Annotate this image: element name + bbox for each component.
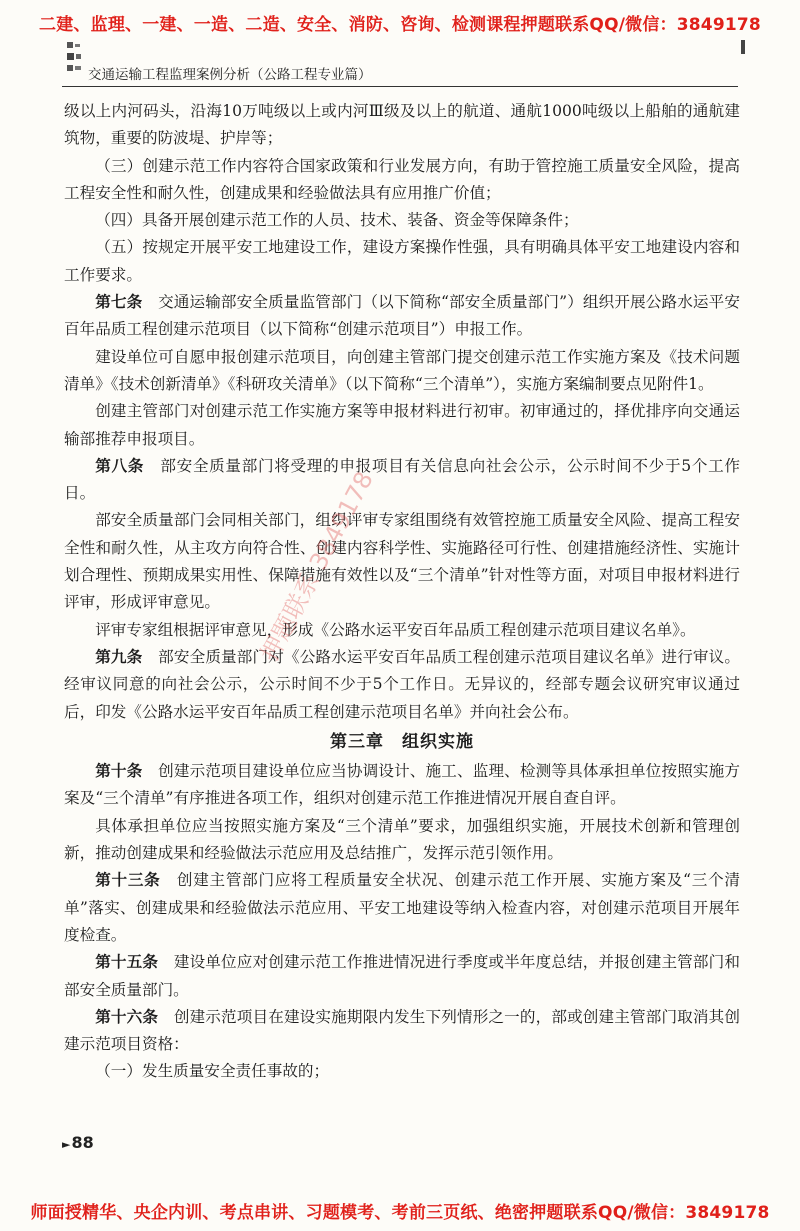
publisher-logo-icon: [64, 40, 86, 84]
page-edge-mark: [741, 40, 745, 54]
paragraph: 级以上内河码头，沿海10万吨级以上或内河Ⅲ级及以上的航道、通航1000吨级以上船舶的通航建筑物，重要的防波堤、护岸等；: [64, 102, 740, 148]
chapter-heading: 第三章 组织实施: [330, 731, 474, 752]
paragraph: 建设单位可自愿申报创建示范项目，向创建主管部门提交创建示范工作实施方案及《技术问题清单》《技术创新清单》《科研攻关清单》（以下简称“三个清单”），实施方案编制要点见附件1。: [64, 347, 740, 393]
article-text: 部安全质量部门将受理的申报项目有关信息向社会公示，公示时间不少于5个工作日。: [64, 456, 740, 503]
article-title: 第十三条: [95, 871, 161, 890]
running-head: 交通运输工程监理案例分析（公路工程专业篇）: [88, 67, 372, 83]
article-text: 创建示范项目建设单位应当协调设计、施工、监理、检测等具体承担单位按照实施方案及“三个清单”有序推进各项工作，组织对创建示范工作推进情况开展自查自评。: [64, 762, 740, 808]
article-13: [64, 867, 740, 949]
article-text: 建设单位应对创建示范工作推进情况进行季度或半年度总结，并报创建主管部门和部安全质量部门。: [64, 953, 740, 999]
article-text: 创建示范项目在建设实施期限内发生下列情形之一的，部或创建主管部门取消其创建示范项目资格：: [64, 1007, 740, 1054]
article-9: [64, 644, 740, 726]
paragraph: （一）发生质量安全责任事故的；: [95, 1062, 330, 1081]
paragraph: 创建主管部门对创建示范工作实施方案等申报材料进行初审。初审通过的，择优排序向交通运输部推荐申报项目。: [64, 402, 740, 448]
header-rule: [62, 86, 738, 87]
article-15: [64, 949, 740, 1004]
paragraph: 评审专家组根据评审意见，形成《公路水运平安百年品质工程创建示范项目建议名单》。: [95, 620, 696, 639]
paragraph: （四）具备开展创建示范工作的人员、技术、装备、资金等保障条件；: [95, 211, 579, 230]
page-number: [62, 1133, 94, 1152]
promo-banner-top: 二建、监理、一建、一造、二造、安全、消防、咨询、检测课程押题联系QQ/微信：3849178: [39, 15, 761, 35]
watermark: 押题联系 3849178: [255, 466, 379, 666]
article-title: 第七条: [95, 293, 143, 312]
article-title: 第十五条: [95, 953, 159, 972]
paragraph: （三）创建示范工作内容符合国家政策和行业发展方向，有助于管控施工质量安全风险，提高工程安全性和耐久性，创建成果和经验做法具有应用推广价值；: [64, 156, 740, 202]
article-text: 创建主管部门应将工程质量安全状况、创建示范工作开展、实施方案及“三个清单”落实、创建成果和经验做法示范应用、平安工地建设等纳入检查内容，对创建示范项目开展年度检查。: [64, 871, 740, 944]
article-8: [64, 453, 740, 508]
page-number-value: 88: [71, 1133, 94, 1152]
article-text: 交通运输部安全质量监管部门（以下简称“部安全质量部门”）组织开展公路水运平安百年品质工程创建示范项目（以下简称“创建示范项目”）申报工作。: [64, 293, 740, 339]
article-title: 第八条: [95, 456, 145, 475]
article-title: 第十六条: [95, 1007, 159, 1026]
paragraph: 具体承担单位应当按照实施方案及“三个清单”要求，加强组织实施，开展技术创新和管理创新，推动创建成果和经验做法示范应用及总结推广，发挥示范引领作用。: [64, 816, 740, 863]
article-title: 第九条: [95, 647, 143, 666]
article-16: [64, 1004, 740, 1059]
article-10: [64, 758, 740, 813]
page-marker-icon: ►: [62, 1138, 71, 1151]
article-7: [64, 289, 740, 344]
page-body: [64, 98, 740, 1086]
paragraph: （五）按规定开展平安工地建设工作，建设方案操作性强，具有明确具体平安工地建设内容和工作要求。: [64, 238, 740, 284]
article-title: 第十条: [95, 762, 143, 781]
promo-banner-bottom: 师面授精华、央企内训、考点串讲、习题模考、考前三页纸、绝密押题联系QQ/微信：3849178: [30, 1203, 770, 1223]
article-text: 部安全质量部门对《公路水运平安百年品质工程创建示范项目建议名单》进行审议。经审议同意的向社会公示，公示时间不少于5个工作日。无异议的，经部专题会议研究审议通过后，印发《公路水运平安百年品质工程创建示范项目名单》并向社会公布。: [64, 647, 740, 721]
paragraph: 部安全质量部门会同相关部门，组织评审专家组围绕有效管控施工质量安全风险、提高工程安全性和耐久性，从主攻方向符合性、创建内容科学性、实施路径可行性、创建措施经济性、实施计划合理性、预期成果实用性、保障措施有效性以及“三个清单”针对性等方面，对项目申报材料进行评审，形成评审意见。: [64, 511, 740, 612]
